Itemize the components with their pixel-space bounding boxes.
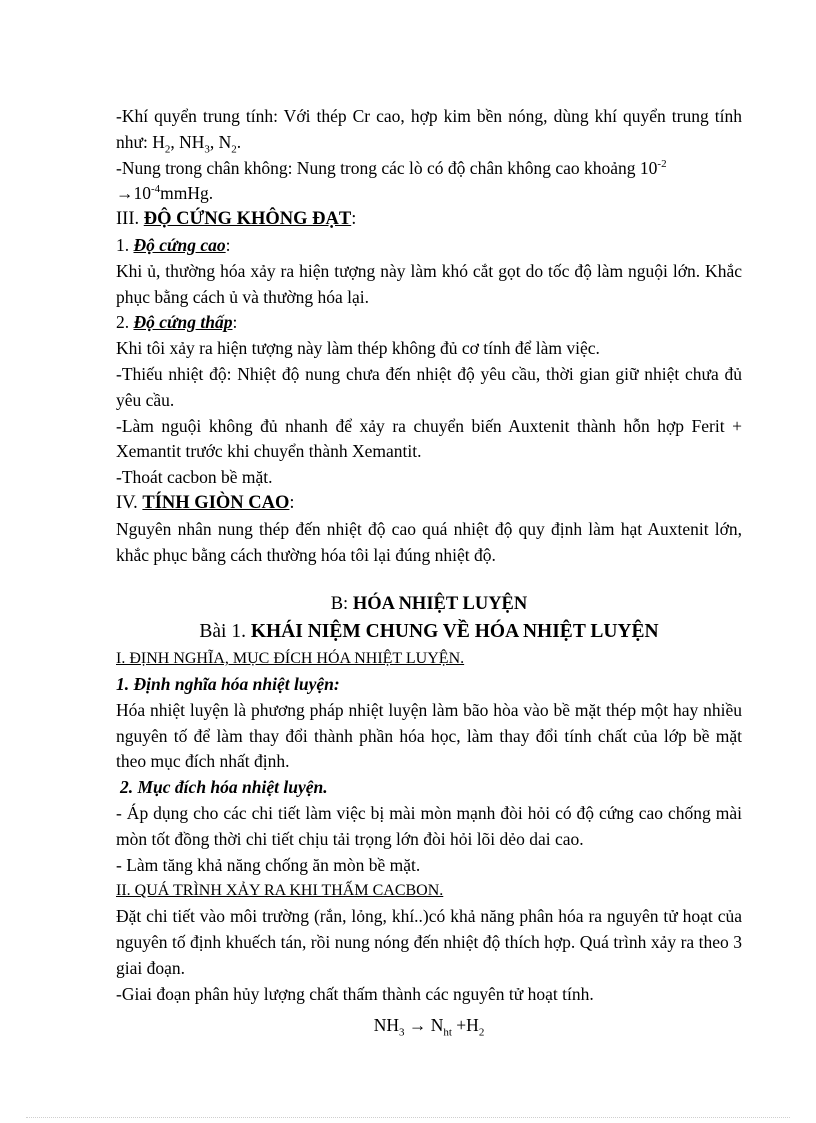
subsection-purpose-heading: 2. Mục đích hóa nhiệt luyện. [120, 777, 328, 798]
subsection-definition-heading: 1. Định nghĩa hóa nhiệt luyện: [116, 673, 340, 694]
text: , NH [170, 131, 205, 152]
text: -Khí quyển trung tính: Với thép Cr cao, hợp kim bền nóng, dùng khí quyển trung tính như: H [116, 106, 742, 152]
text: NH [373, 1015, 399, 1036]
part-title: HÓA NHIỆT LUYỆN [352, 594, 528, 615]
section-title: TÍNH GIÒN CAO [142, 492, 290, 513]
bullet-decarburization: -Thoát cacbon bề mặt. [116, 467, 273, 488]
text: -Nung trong chân không: Nung trong các lò có độ chân không cao khoảng 10 [116, 157, 658, 178]
paragraph-carburizing-process: Đặt chi tiết vào môi trường (rắn, lỏng, khí..)có khả năng phân hóa ra nguyên tử hoạt của nguyên tố định khuếch tán, rồi nung nóng đến nhiệt độ thích hợp. Quá trình xảy ra theo 3 giai đoạn. [116, 906, 742, 978]
text: +H [451, 1015, 479, 1036]
section-ii-heading: II. QUÁ TRÌNH XẢY RA KHI THẤM CACBON. [116, 882, 444, 900]
subscript: 3 [398, 1026, 405, 1039]
subsection-high-hardness-heading [116, 233, 742, 259]
part-b-heading [116, 592, 742, 618]
text: B: [330, 594, 353, 615]
page-footer-divider [26, 1117, 790, 1118]
bullet-wear-resistance: - Áp dụng cho các chi tiết làm việc bị mài mòn mạnh đòi hỏi có độ cứng cao chống mài mòn tốt đồng thời chi tiết chịu tải trọng lớn đòi hỏi lõi dẻo dai cao. [116, 802, 742, 849]
subscript: 2 [478, 1026, 485, 1039]
superscript: -2 [657, 157, 667, 170]
paragraph-vacuum-heating [116, 156, 742, 208]
section-i-heading: I. ĐỊNH NGHĨA, MỤC ĐÍCH HÓA NHIỆT LUYỆN. [116, 650, 465, 668]
text: → N [404, 1015, 444, 1036]
subscript: 2 [164, 143, 171, 156]
bullet-corrosion-resistance: - Làm tăng khả năng chống ăn mòn bề mặt. [116, 854, 421, 875]
subsection-number: 2. [116, 312, 134, 333]
document-page [116, 104, 742, 1039]
superscript: -4 [151, 183, 161, 196]
subscript: 3 [204, 143, 210, 156]
section-iv-heading [116, 491, 742, 517]
paragraph-neutral-atmosphere [116, 104, 742, 156]
paragraph-high-hardness: Khi ủ, thường hóa xảy ra hiện tượng này làm khó cắt gọt do tốc độ làm nguội lớn. Khắc phục bằng cách ủ và thường hóa lại. [116, 260, 742, 307]
section-number: III. [116, 209, 144, 230]
text: : [232, 312, 238, 333]
bullet-insufficient-temperature: -Thiếu nhiệt độ: Nhiệt độ nung chưa đến nhiệt độ yêu cầu, thời gian giữ nhiệt chưa đủ yêu cầu. [116, 363, 742, 410]
text: . [236, 131, 242, 152]
paragraph-definition: Hóa nhiệt luyện là phương pháp nhiệt luyện làm bão hòa vào bề mặt thép một hay nhiều nguyên tố để làm thay đổi thành phần hóa học, làm thay đổi tính chất của lớp bề mặt theo mục đích nhất định. [116, 699, 742, 772]
lesson-title: KHÁI NIỆM CHUNG VỀ HÓA NHIỆT LUYỆN [250, 621, 659, 643]
text: : [225, 234, 231, 255]
subsection-number: 1. [116, 234, 134, 255]
section-title: ĐỘ CỨNG KHÔNG ĐẠT [143, 209, 352, 230]
paragraph-brittleness: Nguyên nhân nung thép đến nhiệt độ cao quá nhiệt độ quy định làm hạt Auxtenit lớn, khắc phục bằng cách thường hóa tôi lại đúng nhiệt độ. [116, 518, 742, 565]
text: Bài 1. [199, 621, 251, 643]
text: mmHg. [160, 183, 214, 204]
subscript: 2 [231, 143, 237, 156]
section-number: IV. [116, 492, 143, 513]
section-iii-heading [116, 207, 742, 233]
subsection-title: Độ cứng cao [133, 234, 226, 255]
text: , N [209, 131, 232, 152]
lesson-heading [116, 618, 742, 646]
text: : [289, 492, 295, 513]
text: : [351, 209, 357, 230]
bullet-decomposition-stage: -Giai đoạn phân hủy lượng chất thấm thành các nguyên tử hoạt tính. [116, 983, 594, 1004]
chemical-equation [116, 1013, 742, 1039]
subsection-title: Độ cứng thấp [133, 312, 233, 333]
bullet-slow-cooling: -Làm nguội không đủ nhanh để xảy ra chuyển biến Auxtenit thành hỗn hợp Ferit + Xemantit trước khi chuyển thành Xemantit. [116, 415, 742, 462]
spacer [116, 568, 742, 592]
text: →10 [116, 183, 151, 204]
subscript: ht [443, 1026, 452, 1039]
subsection-low-hardness-heading [116, 310, 742, 336]
paragraph-low-hardness: Khi tôi xảy ra hiện tượng này làm thép không đủ cơ tính để làm việc. [116, 338, 600, 359]
